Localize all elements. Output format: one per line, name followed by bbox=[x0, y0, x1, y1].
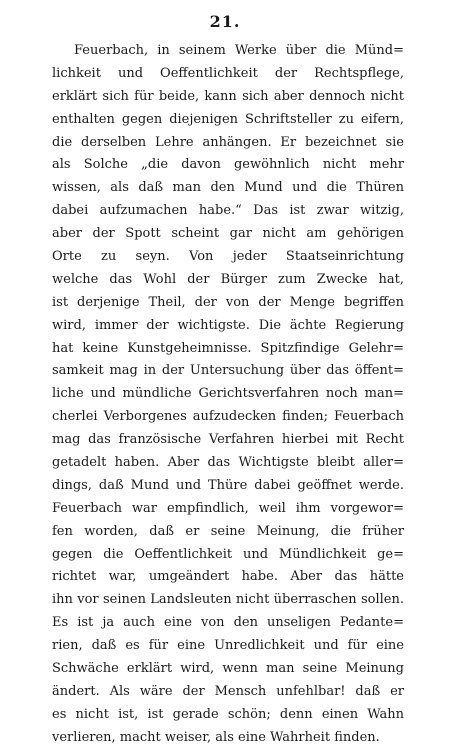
text-line: mag das französische Verfahren hierbei mit Recht bbox=[52, 432, 404, 448]
text-line: lichkeit und Oeffentlichkeit der Rechtspflege, bbox=[52, 65, 404, 81]
text-line: dings, daß Mund und Thüre dabei geöffnet werde. bbox=[52, 477, 404, 493]
text-line: gegen die Oeffentlichkeit und Mündlichkeit ge= bbox=[52, 546, 404, 562]
text-line: ihn vor seinen Landsleuten nicht überraschen sollen. bbox=[52, 592, 404, 608]
text-line: hat keine Kunstgeheimnisse. Spitzfindige Gelehr= bbox=[52, 340, 404, 356]
text-line: wissen, als daß man den Mund und die Thüren bbox=[52, 180, 404, 196]
text-line: es nicht ist, ist gerade schön; denn einen Wahn bbox=[52, 706, 404, 722]
text-line: rien, daß es für eine Unredlichkeit und für eine bbox=[52, 638, 404, 654]
text-line: erklärt sich für beide, kann sich aber dennoch nicht bbox=[52, 88, 404, 104]
text-line: fen worden, daß er seine Meinung, die früher bbox=[52, 523, 404, 539]
text-line: ist derjenige Theil, der von der Menge begriffen bbox=[52, 294, 404, 310]
text-line: samkeit mag in der Untersuchung über das öffent= bbox=[52, 363, 404, 379]
body-text bbox=[52, 40, 404, 750]
text-line: verlieren, macht weiser, als eine Wahrheit finden. bbox=[52, 729, 380, 745]
text-line: enthalten gegen diejenigen Schriftsteller zu eifern, bbox=[52, 111, 404, 127]
page-number: 21. bbox=[209, 12, 241, 31]
text-line: die derselben Lehre anhängen. Er bezeichnet sie bbox=[52, 134, 404, 150]
text-line: Es ist ja auch eine von den unseligen Pedante= bbox=[52, 615, 404, 631]
text-line: Feuerbach, in seinem Werke über die Münd= bbox=[74, 43, 404, 58]
text-line: wird, immer der wichtigste. Die ächte Regierung bbox=[52, 317, 404, 333]
text-line: cherlei Verborgenes aufzudecken finden; Feuerbach bbox=[52, 409, 404, 425]
text-line: liche und mündliche Gerichtsverfahren noch man= bbox=[52, 386, 404, 402]
text-line: richtet war, umgeändert habe. Aber das hätte bbox=[52, 569, 404, 585]
text-line: Schwäche erklärt wird, wenn man seine Meinung bbox=[52, 661, 404, 677]
text-line: Orte zu seyn. Von jeder Staatseinrichtung bbox=[52, 249, 404, 265]
text-line: ändert. Als wäre der Mensch unfehlbar! daß er bbox=[52, 683, 404, 699]
text-line: dabei aufzumachen habe.“ Das ist zwar witzig, bbox=[52, 203, 404, 219]
text-line: Feuerbach war empfindlich, weil ihm vorgewor= bbox=[52, 500, 404, 516]
text-line: als Solche „die davon gewöhnlich nicht mehr bbox=[52, 157, 404, 173]
text-line: getadelt haben. Aber das Wichtigste bleibt aller= bbox=[52, 455, 404, 471]
text-line: aber der Spott scheint gar nicht am gehörigen bbox=[52, 226, 404, 242]
text-line: welche das Wohl der Bürger zum Zwecke hat, bbox=[52, 271, 404, 287]
